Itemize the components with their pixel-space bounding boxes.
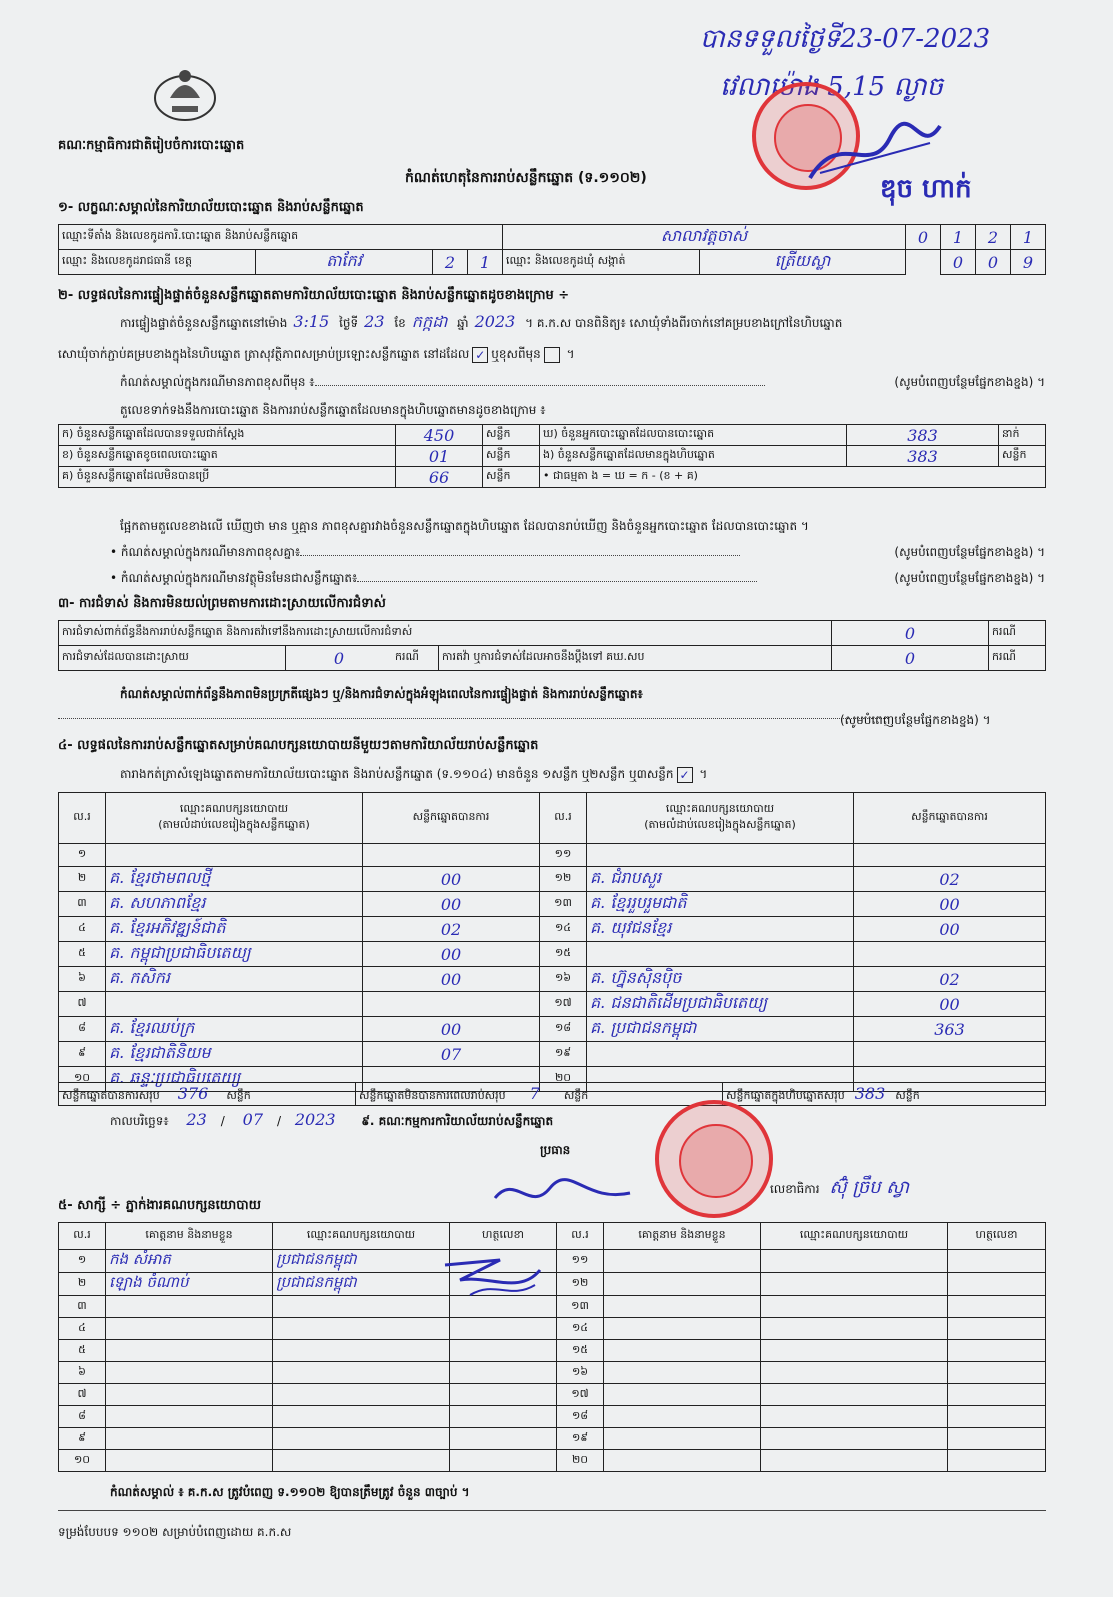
witness-name [604, 1428, 761, 1450]
verify-year: 2023 [474, 312, 516, 331]
witness-party [761, 1273, 948, 1296]
w-col-name-left: គោត្តនាម និងនាមខ្លួន [106, 1223, 273, 1250]
witness-name [604, 1250, 761, 1273]
witness-no: ១៩ [557, 1428, 604, 1450]
voters-unit: នាក់ [999, 425, 1046, 446]
col-no-left: ល.រ [59, 793, 106, 844]
commune-label: ឈ្មោះ និងលេខកូដឃុំ សង្កាត់ [503, 250, 700, 275]
in-box-value: 383 [847, 446, 999, 467]
witness-no: ២០ [557, 1450, 604, 1472]
party-results-table [58, 792, 1046, 1092]
party-votes: 00 [854, 917, 1046, 942]
location-label: ឈ្មោះទីតាំង និងលេខកូដការិ.បោះឆ្នោត និងរាប់សន្លឹកឆ្នោត [59, 225, 503, 250]
witness-party [761, 1428, 948, 1450]
row-no: ១៧ [540, 992, 587, 1017]
verify-time: 3:15 [293, 312, 330, 331]
witness-signature [948, 1318, 1046, 1340]
witness-signature [948, 1384, 1046, 1406]
party-name: គ. ខ្មែរឈប់ក្រ [106, 1017, 363, 1042]
witness-no: ៩ [59, 1428, 106, 1450]
party-name: គ. ខ្មែររួបរួមជាតិ [587, 892, 854, 917]
witness-name [106, 1406, 273, 1428]
location-code-2: 1 [941, 225, 976, 250]
witness-signature [450, 1318, 557, 1340]
appeal-unit: ករណី [989, 646, 1046, 671]
witness-no: ៤ [59, 1318, 106, 1340]
witness-party [761, 1362, 948, 1384]
witness-no: ៨ [59, 1406, 106, 1428]
row-no: ២០ [540, 1067, 587, 1092]
difference-statement: ផ្អែកតាមតួលេខខាងលើ ឃើញថា មាន ឬគ្មាន ភាពខុសគ្នារវាងចំនួនសន្លឹកឆ្នោតក្នុងហិបឆ្នោត ដែលបានរាប់ឃើញ និងចំនួនអ្នកបោះឆ្នោត ដែលបានបោះឆ្នោត ។ [120, 519, 809, 533]
col-party-right: ឈ្មោះគណបក្សនយោបាយ (តាមលំដាប់លេខរៀងក្នុងសន្លឹកឆ្នោត) [587, 793, 854, 844]
party-votes [363, 844, 540, 867]
party-name: គ. ឆន្ទៈប្រជាធិបតេយ្យ [106, 1067, 363, 1092]
witness-name [604, 1296, 761, 1318]
party-votes [854, 844, 1046, 867]
witness-name [106, 1318, 273, 1340]
witness-row [59, 1318, 1046, 1340]
witness-signature [948, 1250, 1046, 1273]
party-votes: 07 [363, 1042, 540, 1067]
verify-month: កក្កដា [411, 312, 448, 331]
witness-party: ប្រជាជនកម្ពុជា [273, 1273, 450, 1296]
unused-unit: សន្លឹក [483, 467, 540, 488]
party-name: គ. ខ្មែរជាតិនិយម [106, 1042, 363, 1067]
witness-signature [450, 1384, 557, 1406]
totals-row [58, 1082, 1046, 1106]
witness-party [761, 1250, 948, 1273]
difference-note-bullet: • កំណត់សម្គាល់ក្នុងករណីមានភាពខុសគ្នា៖ (សូមបំពេញបន្ថែមផ្នែកខាងខ្នង) ។ [110, 545, 1045, 559]
party-name: គ. យុវជនខ្មែរ [587, 917, 854, 942]
w-col-sign-left: ហត្ថលេខា [450, 1223, 557, 1250]
witness-party [273, 1296, 450, 1318]
committee-label: ៩. គណៈកម្មការការិយាល័យរាប់សន្លឹកឆ្នោត [361, 1114, 554, 1128]
three-sheets-checkbox[interactable]: ✓ [677, 767, 693, 783]
witness-no: ១៣ [557, 1296, 604, 1318]
party-name: គ. កម្ពុជាប្រជាធិបតេយ្យ [106, 942, 363, 967]
witness-name [604, 1406, 761, 1428]
complaint-value: 0 [832, 621, 989, 646]
w-col-party-left: ឈ្មោះគណបក្សនយោបាយ [273, 1223, 450, 1250]
party-votes: 00 [363, 892, 540, 917]
witness-row [59, 1250, 1046, 1273]
witness-party [761, 1340, 948, 1362]
w-col-no-left: ល.រ [59, 1223, 106, 1250]
witness-no: ១៦ [557, 1362, 604, 1384]
same-checkbox[interactable]: ✓ [472, 347, 488, 363]
section1-title: ១- លក្ខណៈសម្គាល់នៃការិយាល័យបោះឆ្នោត និងរាប់សន្លឹកឆ្នោត [58, 200, 364, 215]
form-title: កំណត់ហេតុនៃការរាប់សន្លឹកឆ្នោត (ទ.១១០២) [405, 170, 647, 186]
party-name [587, 942, 854, 967]
form-footer: ទម្រង់បែបបទ ១១០២ សម្រាប់បំពេញដោយ គ.ក.ស [58, 1525, 292, 1539]
witness-no: ៦ [59, 1362, 106, 1384]
official-stamp-bottom [655, 1100, 773, 1218]
party-name [587, 1042, 854, 1067]
witness-signature [948, 1406, 1046, 1428]
foreign-object-bullet: • កំណត់សម្គាល់ក្នុងករណីមានវត្ថុមិនមែនជាសន្លឹកឆ្នោត៖ (សូមបំពេញបន្ថែមផ្នែកខាងខ្នង) ។ [110, 571, 1045, 585]
ballot-figures-table [58, 424, 1046, 488]
party-votes: 363 [854, 1017, 1046, 1042]
row-no: ១១ [540, 844, 587, 867]
province-code-1: 2 [433, 250, 468, 275]
party-name: គ. ហ្វ៊ុនស៊ិនប៉ិច [587, 967, 854, 992]
section3-title: ៣- ការជំទាស់ និងការមិនយល់ព្រមតាមការដោះស្រាយលើការជំទាស់ [58, 596, 386, 611]
party-votes [363, 992, 540, 1017]
witness-party [273, 1384, 450, 1406]
witness-party [761, 1384, 948, 1406]
witness-party [761, 1406, 948, 1428]
province-label: ឈ្មោះ និងលេខកូដរាជធានី ខេត្ត [59, 250, 256, 275]
org-name: គណៈកម្មាធិការជាតិរៀបចំការបោះឆ្នោត [58, 138, 245, 153]
commune-code-2: 0 [976, 250, 1011, 275]
row-no: ១២ [540, 867, 587, 892]
spoiled-value: 01 [396, 446, 483, 467]
witness-signature [948, 1362, 1046, 1384]
party-name: គ. ជនជាតិដើមប្រជាធិបតេយ្យ [587, 992, 854, 1017]
chair-label: ប្រធាន [540, 1143, 571, 1157]
row-no: ១០ [59, 1067, 106, 1092]
party-votes [854, 942, 1046, 967]
witness-name [106, 1296, 273, 1318]
party-votes: 00 [854, 992, 1046, 1017]
section4-title: ៤- លទ្ធផលនៃការរាប់សន្លឹកឆ្នោតសម្រាប់គណបក្សនយោបាយនីមួយៗតាមការិយាល័យរាប់សន្លឹកឆ្នោត [58, 738, 539, 753]
row-no: ៨ [59, 1017, 106, 1042]
complaint-label: ការជំទាស់ពាក់ព័ន្ធនឹងការរាប់សន្លឹកឆ្នោត និងការតវ៉ាទៅនឹងការដោះស្រាយលើការជំទាស់ [59, 621, 832, 646]
spacer-cell [906, 250, 941, 275]
results-row [59, 942, 1046, 967]
witness-no: ១ [59, 1250, 106, 1273]
verify-paragraph-line1: ការផ្ទៀងផ្ទាត់ចំនួនសន្លឹកឆ្នោតនៅម៉ោង 3:15 ថ្ងៃទី 23 ខែ កក្កដា ឆ្នាំ 2023 ។ គ.ក.ស បានពិនិត្យ៖ សោឃុំទាំងពីរចាក់នៅគម្របខាងក្រៅនៃហិបឆ្នោត [120, 312, 843, 331]
col-votes-right: សន្លឹកឆ្នោតបានការ [854, 793, 1046, 844]
witness-no: ១៥ [557, 1340, 604, 1362]
party-votes: 02 [854, 967, 1046, 992]
total-in-box: សន្លឹកឆ្នោតក្នុងហិបឆ្នោតសរុប 383 សន្លឹក [723, 1083, 1046, 1106]
results-row [59, 1042, 1046, 1067]
row-no: ៩ [59, 1042, 106, 1067]
tally-sheet-count: តារាងកត់ត្រាសំឡេងឆ្នោតតាមការិយាល័យបោះឆ្នោត និងរាប់សន្លឹកឆ្នោត (ទ.១១០៤) មានចំនួន ១សន្លឹក ឬ២សន្លឹក ឬ៣សន្លឹក ✓ ។ [120, 767, 708, 782]
witness-no: ១៨ [557, 1406, 604, 1428]
witness-party [273, 1406, 450, 1428]
party-name: គ. ជំរាបសួរ [587, 867, 854, 892]
w-col-sign-right: ហត្ថលេខា [948, 1223, 1046, 1250]
witness-signature [948, 1450, 1046, 1472]
irregularity-fill-more: (សូមបំពេញបន្ថែមផ្នែកខាងខ្នង) ។ [840, 713, 991, 727]
party-votes: 02 [363, 917, 540, 942]
witness-name [106, 1362, 273, 1384]
section2-title: ២- លទ្ធផលនៃការផ្ទៀងផ្ទាត់ចំនួនសន្លឹកឆ្នោតតាមការិយាល័យបោះឆ្នោត និងរាប់សន្លឹកឆ្នោតដូចខាងក្រោម ÷ [58, 288, 570, 303]
signer-name: ឌុច ហាក់ [880, 174, 972, 204]
witness-row [59, 1340, 1046, 1362]
results-row [59, 1017, 1046, 1042]
party-votes: 00 [854, 892, 1046, 917]
row-no: ១៣ [540, 892, 587, 917]
resolved-unit: ករណី [392, 646, 439, 671]
witness-no: ១០ [59, 1450, 106, 1472]
party-name [587, 844, 854, 867]
witness-name [604, 1273, 761, 1296]
party-votes: 00 [363, 1017, 540, 1042]
section1-table [58, 224, 1046, 275]
witness-no: ២ [59, 1273, 106, 1296]
resolved-value: 0 [286, 646, 393, 671]
witness-signatures [440, 1250, 550, 1309]
row-no: ១៨ [540, 1017, 587, 1042]
party-votes [854, 1042, 1046, 1067]
party-votes: 00 [363, 942, 540, 967]
witness-no: ៣ [59, 1296, 106, 1318]
witness-name [604, 1318, 761, 1340]
witness-signature [948, 1340, 1046, 1362]
date-year: 2023 [294, 1110, 336, 1129]
results-row [59, 892, 1046, 917]
received-note-line2: វេលាម៉ោង 5,15 ល្ងាច [720, 72, 943, 102]
witness-row [59, 1428, 1046, 1450]
verify-paragraph-line2: សោឃុំចាក់ភ្ជាប់គម្របខាងក្នុងនៃហិបឆ្នោត ត្រាសុវត្ថិភាពសម្រាប់ប្រឡោះសន្លឹកឆ្នោត នៅដដែល ✓ ឬខុសពីមុន ។ [58, 347, 575, 362]
unused-value: 66 [396, 467, 483, 488]
date-month: 07 [242, 1110, 263, 1129]
voters-label: ឃ) ចំនួនអ្នកបោះឆ្នោតដែលបានបោះឆ្នោត [540, 425, 847, 446]
party-name [106, 844, 363, 867]
secretary-line: លេខាធិការ ស៊ុំ ច្រឹប ស្វា [770, 1177, 910, 1198]
nec-logo [150, 62, 220, 124]
witness-row [59, 1450, 1046, 1472]
appeal-value: 0 [832, 646, 989, 671]
witness-row [59, 1273, 1046, 1296]
witness-name [106, 1340, 273, 1362]
location-value: សាលាវត្តចាស់ [503, 225, 906, 250]
witness-name [604, 1362, 761, 1384]
row-no: ១៩ [540, 1042, 587, 1067]
witness-signature [450, 1362, 557, 1384]
party-name: គ. សហភាពខ្មែរ [106, 892, 363, 917]
province-value: តាកែវ [256, 250, 433, 275]
results-row [59, 867, 1046, 892]
row-no: ២ [59, 867, 106, 892]
date-day: 23 [186, 1110, 207, 1129]
received-unit: សន្លឹក [483, 425, 540, 446]
difference-note: កំណត់សម្គាល់ក្នុងករណីមានភាពខុសពីមុន ៖ (សូមបំពេញបន្ថែមផ្នែកខាងខ្នង) ។ [120, 375, 1045, 389]
formula: • ជាធម្មតា ង = ឃ = ក - (ខ + គ) [540, 467, 1046, 488]
party-votes: 00 [363, 967, 540, 992]
witness-signature [948, 1273, 1046, 1296]
witness-name [106, 1384, 273, 1406]
date-line: កាលបរិច្ឆេទ៖ 23 / 07 / 2023 ៩. គណៈកម្មការការិយាល័យរាប់សន្លឹកឆ្នោត [110, 1110, 554, 1129]
w-col-no-right: ល.រ [557, 1223, 604, 1250]
unused-label: គ) ចំនួនសន្លឹកឆ្នោតដែលមិនបានប្រើ [59, 467, 396, 488]
footnote: កំណត់សម្គាល់ ៖ គ.ក.ស ត្រូវបំពេញ ទ.១១០២ ឱ្យបានត្រឹមត្រូវ ចំនួន ៣ច្បាប់ ។ [110, 1485, 470, 1499]
w-col-party-right: ឈ្មោះគណបក្សនយោបាយ [761, 1223, 948, 1250]
witness-no: ១១ [557, 1250, 604, 1273]
chair-signature [490, 1168, 640, 1222]
witness-name: កង សំអាត [106, 1250, 273, 1273]
in-box-label: ង) ចំនួនសន្លឹកឆ្នោតដែលមានក្នុងហិបឆ្នោត [540, 446, 847, 467]
witness-party [761, 1450, 948, 1472]
witness-party [273, 1450, 450, 1472]
row-no: ១៦ [540, 967, 587, 992]
witness-row [59, 1362, 1046, 1384]
party-name: គ. កសិករ [106, 967, 363, 992]
row-no: ៣ [59, 892, 106, 917]
witness-name [106, 1450, 273, 1472]
row-no: ១៤ [540, 917, 587, 942]
witness-body [59, 1250, 1046, 1472]
commune-code-1: 0 [941, 250, 976, 275]
total-invalid: សន្លឹកឆ្នោតមិនបានការពេលរាប់សរុប 7 សន្លឹក [356, 1083, 723, 1106]
irregularity-note: កំណត់សម្គាល់ពាក់ព័ន្ធនឹងភាពមិនប្រក្រតីផ្សេងៗ ឬ/និងការជំទាស់ក្នុងអំឡុងពេលនៃការផ្ទៀងផ្ទាត់ និងការរាប់សន្លឹកឆ្នោត៖ [120, 687, 643, 701]
party-name: គ. ខ្មែរថាមពលថ្មី [106, 867, 363, 892]
row-no: ១ [59, 844, 106, 867]
row-no: ៥ [59, 942, 106, 967]
witness-signature [450, 1406, 557, 1428]
col-party-left: ឈ្មោះគណបក្សនយោបាយ (តាមលំដាប់លេខរៀងក្នុងសន្លឹកឆ្នោត) [106, 793, 363, 844]
in-box-unit: សន្លឹក [999, 446, 1046, 467]
voters-value: 383 [847, 425, 999, 446]
col-votes-left: សន្លឹកឆ្នោតបានការ [363, 793, 540, 844]
appeal-label: ការតវ៉ា ឬការជំទាស់ដែលអាចនឹងប្តឹងទៅ គឃ.សប [439, 646, 832, 671]
row-no: ១៥ [540, 942, 587, 967]
witness-table [58, 1222, 1046, 1472]
witness-party [761, 1296, 948, 1318]
witness-party [273, 1318, 450, 1340]
witness-row [59, 1296, 1046, 1318]
footer-divider [58, 1510, 1046, 1511]
party-name: គ. ខ្មែរអភិវឌ្ឍន៍ជាតិ [106, 917, 363, 942]
different-checkbox[interactable] [544, 347, 560, 363]
witness-party: ប្រជាជនកម្ពុជា [273, 1250, 450, 1273]
figures-intro: តួលេខទាក់ទងនឹងការបោះឆ្នោត និងការរាប់សន្លឹកឆ្នោតដែលមានក្នុងហិបឆ្នោតមានដូចខាងក្រោម ៖ [120, 403, 546, 417]
witness-party [273, 1340, 450, 1362]
province-code-2: 1 [468, 250, 503, 275]
witness-party [273, 1428, 450, 1450]
witness-signature [450, 1450, 557, 1472]
location-code-3: 2 [976, 225, 1011, 250]
spoiled-unit: សន្លឹក [483, 446, 540, 467]
witness-party [273, 1362, 450, 1384]
total-valid: សន្លឹកឆ្នោតបានការសរុប 376 សន្លឹក [59, 1083, 356, 1106]
witness-no: ៥ [59, 1340, 106, 1362]
party-name [106, 992, 363, 1017]
witness-row [59, 1406, 1046, 1428]
results-row [59, 967, 1046, 992]
irregularity-line [58, 718, 888, 719]
results-body [59, 844, 1046, 1092]
witness-name [604, 1384, 761, 1406]
witness-name [604, 1340, 761, 1362]
witness-signature [450, 1340, 557, 1362]
witness-no: ១៤ [557, 1318, 604, 1340]
received-note-line1: បានទទួលថ្ងៃទី23-07-2023 [700, 24, 991, 54]
party-votes: 02 [854, 867, 1046, 892]
resolved-label: ការជំទាស់ដែលបានដោះស្រាយ [59, 646, 286, 671]
commune-value: ត្រើយស្លា [700, 250, 906, 275]
witness-party [761, 1318, 948, 1340]
row-no: ៤ [59, 917, 106, 942]
witness-signature [948, 1296, 1046, 1318]
party-votes: 00 [363, 867, 540, 892]
witness-signature [450, 1428, 557, 1450]
col-no-right: ល.រ [540, 793, 587, 844]
spoiled-label: ខ) ចំនួនសន្លឹកឆ្នោតខូចពេលបោះឆ្នោត [59, 446, 396, 467]
complaints-table [58, 620, 1046, 671]
commune-code-3: 9 [1011, 250, 1046, 275]
witness-no: ៧ [59, 1384, 106, 1406]
verify-day: 23 [364, 312, 385, 331]
secretary-name: ស៊ុំ ច្រឹប ស្វា [829, 1177, 910, 1198]
witness-name [106, 1428, 273, 1450]
row-no: ៧ [59, 992, 106, 1017]
witness-row [59, 1384, 1046, 1406]
witness-name [604, 1450, 761, 1472]
results-row [59, 917, 1046, 942]
section5-title: ៥- សាក្សី ÷ ភ្នាក់ងារគណបក្សនយោបាយ [58, 1198, 261, 1213]
w-col-name-right: គោត្តនាម និងនាមខ្លួន [604, 1223, 761, 1250]
location-code-1: 0 [906, 225, 941, 250]
received-value: 450 [396, 425, 483, 446]
witness-no: ១៧ [557, 1384, 604, 1406]
location-code-4: 1 [1011, 225, 1046, 250]
witness-no: ១២ [557, 1273, 604, 1296]
witness-name: ឡោង ចំណាប់ [106, 1273, 273, 1296]
row-no: ៦ [59, 967, 106, 992]
results-row [59, 844, 1046, 867]
received-label: ក) ចំនួនសន្លឹកឆ្នោតដែលបានទទួលជាក់ស្តែង [59, 425, 396, 446]
complaint-unit: ករណី [989, 621, 1046, 646]
results-row [59, 992, 1046, 1017]
party-name: គ. ប្រជាជនកម្ពុជា [587, 1017, 854, 1042]
witness-signature [948, 1428, 1046, 1450]
